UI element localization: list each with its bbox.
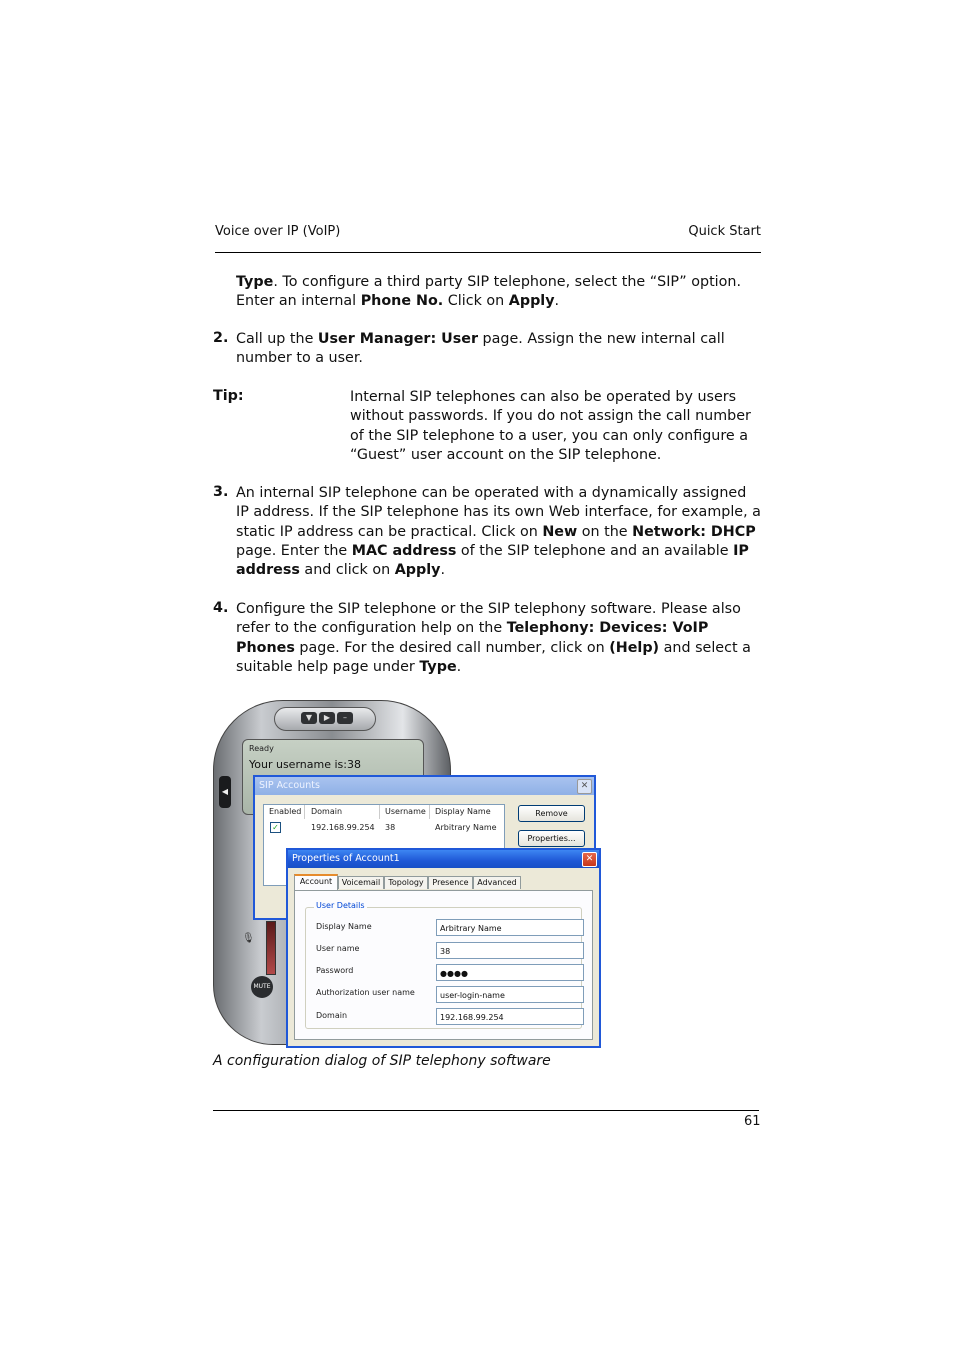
volume-slider[interactable] bbox=[266, 921, 276, 975]
tab-topology[interactable]: Topology bbox=[384, 876, 428, 889]
column-divider bbox=[429, 805, 430, 819]
text: page. For the desired call number, click on bbox=[294, 639, 610, 656]
bold-type: Type bbox=[419, 658, 457, 675]
tab-advanced[interactable]: Advanced bbox=[473, 876, 521, 889]
bold-ip-address: IP address bbox=[236, 542, 749, 579]
user-name-label: User name bbox=[316, 944, 360, 953]
step-4-paragraph bbox=[236, 600, 761, 677]
close-icon[interactable]: ✕ bbox=[577, 779, 592, 794]
group-title: User Details bbox=[316, 901, 365, 910]
step-number-3: 3. bbox=[213, 484, 229, 500]
tab-voicemail[interactable]: Voicemail bbox=[338, 876, 384, 889]
text: page. Assign the new internal call number to a user. bbox=[236, 331, 725, 367]
column-header-display-name[interactable]: Display Name bbox=[435, 807, 491, 816]
bold-voip-phones: Telephony: Devices: VoIP Phones bbox=[236, 620, 709, 656]
sip-software-figure bbox=[213, 700, 601, 1048]
remove-button[interactable]: Remove bbox=[518, 805, 585, 822]
tab-account[interactable]: Account bbox=[294, 874, 338, 891]
running-header-right: Quick Start bbox=[688, 224, 761, 239]
domain-field[interactable]: 192.168.99.254 bbox=[436, 1008, 584, 1025]
text: on the bbox=[577, 523, 633, 540]
step-3-paragraph bbox=[236, 484, 761, 580]
user-name-field[interactable]: 38 bbox=[436, 942, 584, 959]
type-paragraph bbox=[236, 273, 761, 312]
bold-apply: Apply bbox=[508, 293, 555, 310]
properties-titlebar[interactable] bbox=[288, 850, 599, 868]
column-header-username[interactable]: Username bbox=[385, 807, 426, 816]
properties-window bbox=[286, 848, 601, 1048]
tab-presence[interactable]: Presence bbox=[428, 876, 473, 889]
left-arrow-icon[interactable]: ◀ bbox=[219, 776, 231, 808]
figure-caption: A configuration dialog of SIP telephony software bbox=[213, 1053, 551, 1069]
text: Configure the SIP telephone or the SIP telephony software. Please also refer to the configuration help on the bbox=[236, 601, 741, 637]
running-header-left: Voice over IP (VoIP) bbox=[215, 224, 341, 239]
minimize-icon[interactable]: – bbox=[337, 712, 353, 724]
bold-mac-address: MAC address bbox=[351, 542, 457, 559]
text: Call up the bbox=[236, 331, 318, 347]
properties-button[interactable]: Properties... bbox=[518, 830, 585, 847]
step-number-2: 2. bbox=[213, 330, 229, 346]
bold-new: New bbox=[542, 523, 578, 540]
mute-button[interactable]: MUTE bbox=[251, 976, 273, 998]
step-2-paragraph bbox=[236, 330, 761, 369]
display-name-label: Display Name bbox=[316, 922, 372, 931]
phone-username-line: Your username is:38 bbox=[249, 758, 361, 771]
microphone-icon: 🎙 bbox=[242, 933, 255, 944]
password-field[interactable]: ●●●● bbox=[436, 964, 584, 981]
text: of the SIP telephone and an available bbox=[456, 542, 734, 559]
text: An internal SIP telephone can be operated with a dynamically assigned IP address. If the SIP telephone has its own Web interface, for example, a static IP address can be practical. Click on bbox=[236, 485, 761, 540]
text: page. Enter the bbox=[236, 542, 352, 559]
text: and click on bbox=[299, 562, 395, 579]
text: Click on bbox=[443, 293, 509, 310]
tip-text: Internal SIP telephones can also be operated by users without passwords. If you do not assign the call number of the SIP telephone to a user, you can only configure a “Guest” user account on the SIP telephone. bbox=[350, 389, 751, 463]
footer-rule bbox=[213, 1110, 759, 1111]
step-number-4: 4. bbox=[213, 600, 229, 616]
domain-label: Domain bbox=[316, 1011, 348, 1020]
text: . bbox=[440, 562, 446, 579]
page-number: 61 bbox=[744, 1114, 761, 1129]
down-arrow-icon[interactable]: ▼ bbox=[301, 712, 317, 724]
text: and select a suitable help page under bbox=[236, 639, 751, 675]
text: . bbox=[554, 293, 560, 310]
column-divider bbox=[304, 805, 305, 819]
user-details-group bbox=[305, 901, 582, 1029]
window-title: Properties of Account1 bbox=[292, 853, 400, 864]
password-label: Password bbox=[316, 966, 354, 975]
column-divider bbox=[379, 805, 380, 819]
row-display-name[interactable]: Arbitrary Name bbox=[435, 823, 497, 832]
close-icon[interactable]: ✕ bbox=[582, 852, 597, 867]
softphone-top-controls bbox=[274, 707, 376, 731]
bold-help: (Help) bbox=[609, 639, 660, 656]
text: . bbox=[456, 658, 462, 675]
column-header-enabled[interactable]: Enabled bbox=[269, 807, 302, 816]
bold-network-dhcp: Network: DHCP bbox=[632, 523, 756, 540]
properties-tabs bbox=[294, 876, 593, 890]
header-rule bbox=[215, 252, 761, 253]
text: . To configure a third party SIP telephone, select the “SIP” option. Enter an internal bbox=[236, 274, 742, 310]
column-header-domain[interactable]: Domain bbox=[311, 807, 343, 816]
window-title: SIP Accounts bbox=[259, 780, 320, 791]
sip-accounts-titlebar[interactable] bbox=[255, 777, 594, 795]
row-domain[interactable]: 192.168.99.254 bbox=[311, 823, 375, 832]
bold-phone-no: Phone No. bbox=[360, 293, 444, 310]
row-username[interactable]: 38 bbox=[385, 823, 396, 832]
bold-apply: Apply bbox=[394, 562, 441, 579]
bold-user-manager: User Manager: User bbox=[317, 331, 479, 347]
enabled-checkbox[interactable]: ✓ bbox=[270, 822, 281, 833]
account-tab-panel bbox=[294, 890, 593, 1040]
display-name-field[interactable]: Arbitrary Name bbox=[436, 919, 584, 936]
authorization-user-name-field[interactable]: user-login-name bbox=[436, 986, 584, 1003]
bold-type: Type bbox=[236, 274, 274, 290]
right-arrow-icon[interactable]: ▶ bbox=[319, 712, 335, 724]
phone-status: Ready bbox=[249, 744, 274, 753]
tip-label: Tip: bbox=[213, 388, 244, 404]
authorization-user-name-label: Authorization user name bbox=[316, 988, 415, 997]
